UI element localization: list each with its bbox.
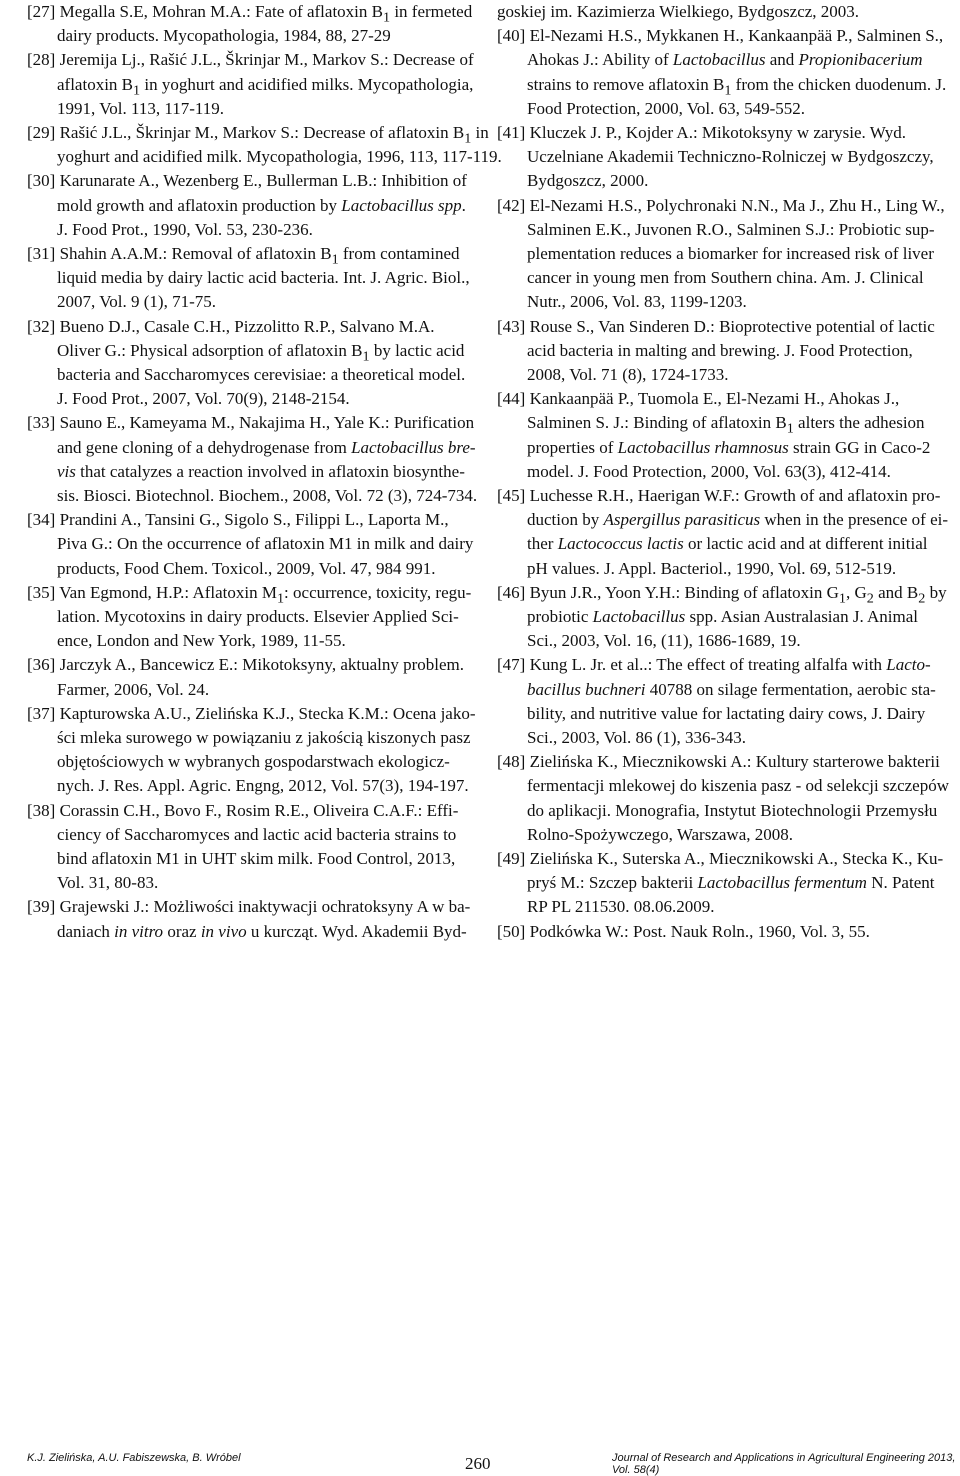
reference-line: Sci., 2003, Vol. 16, (11), 1686-1689, 19. [527, 631, 801, 651]
reference-line: yoghurt and acidified milk. Mycopathologia, 1996, 113, 117-119. [57, 147, 502, 167]
reference-line: bind aflatoxin M1 in UHT skim milk. Food Control, 2013, [57, 849, 456, 868]
reference-line: plementation reduces a biomarker for increased risk of liver [527, 244, 934, 263]
reference-line: sis. Biosci. Biotechnol. Biochem., 2008, Vol. 72 (3), 724-734. [57, 486, 478, 505]
reference-line: [32] Bueno D.J., Casale C.H., Pizzolitto R.P., Salvano M.A. [27, 316, 435, 336]
reference-line: Food Protection, 2000, Vol. 63, 549-552. [527, 98, 805, 118]
footer-authors: K.J. Zielińska, A.U. Fabiszewska, B. Wróbel [27, 1452, 241, 1464]
reference-line: bility, and nutritive value for lactating dairy cows, J. Dairy [527, 703, 926, 723]
reference-line: ści mleka surowego w powiązaniu z jakością kiszonych pasz [57, 728, 471, 747]
reference-line: mold growth and aflatoxin production by Lactobacillus spp. [57, 195, 466, 215]
reference-line: [37] Kapturowska A.U., Zielińska K.J., Stecka K.M.: Ocena jako- [27, 703, 476, 723]
reference-line: model. J. Food Protection, 2000, Vol. 63(3), 412-414. [527, 461, 891, 481]
reference-line: Bydgoszcz, 2000. [527, 171, 649, 191]
reference-line: cancer in young men from Southern china. Am. J. Clinical [527, 268, 924, 288]
reference-line: [42] El-Nezami H.S., Polychronaki N.N., Ma J., Zhu H., Ling W., [497, 195, 945, 215]
reference-line: [35] Van Egmond, H.P.: Aflatoxin $M_1$: occurrence, toxicity, regu- [27, 582, 472, 607]
reference-line: lation. Mycotoxins in dairy products. Elsevier Applied Sci- [57, 607, 459, 626]
reference-line: Oliver G.: Physical adsorption of aflatoxin $B_1$ by lactic acid [57, 340, 465, 365]
reference-line: [36] Jarczyk A., Bancewicz E.: Mikotoksyny, aktualny problem. [27, 655, 465, 675]
reference-line: [27] Megalla S.E, Mohran M.A.: Fate of aflatoxin $B_1$ in fermeted [27, 2, 473, 26]
reference-line: [38] Corassin C.H., Bovo F., Rosim R.E., Oliveira C.A.F.: Effi- [27, 800, 459, 820]
reference-line: Sci., 2003, Vol. 86 (1), 336-343. [527, 728, 746, 747]
reference-line: bacteria and Saccharomyces cerevisiae: a theoretical model. [57, 365, 466, 384]
reference-line: ther Lactococcus lactis or lactic acid and at different initial [527, 534, 928, 554]
reference-line: ciency of Saccharomyces and lactic acid bacteria strains to [57, 824, 457, 844]
reference-line: [31] Shahin A.A.M.: Removal of aflatoxin $B_1$ from contamined [27, 244, 460, 268]
reference-line: daniach in vitro oraz in vivo u kurcząt. Wyd. Akademii Byd- [57, 921, 467, 941]
reference-line: [44] Kankaanpää P., Tuomola E., El-Nezami H., Ahokas J., [497, 389, 900, 409]
reference-line: fermentacji mlekowej do kiszenia pasz - od selekcji szczepów [527, 776, 949, 796]
reference-line: probiotic Lactobacillus spp. Asian Australasian J. Animal [527, 607, 918, 626]
reference-line: and gene cloning of a dehydrogenase from Lactobacillus bre- [57, 437, 476, 457]
reference-line: acid bacteria in malting and brewing. J. Food Protection, [527, 340, 913, 360]
reference-line: [46] Byun J.R., Yoon Y.H.: Binding of aflatoxin $G_1$, $G_2$ and $B_2$ by [497, 582, 947, 607]
reference-line: pH values. J. Appl. Bacteriol., 1990, Vol. 69, 512-519. [527, 558, 897, 578]
reference-line: Uczelniane Akademii Techniczno-Rolniczej w Bydgoszczy, [527, 147, 934, 167]
reference-line: ence, London and New York, 1989, 11-55. [57, 631, 346, 651]
reference-line: [29] Rašić J.L., Škrinjar M., Markov S.: Decrease of aflatoxin $B_1$ in [27, 123, 489, 147]
reference-line: liquid media by dairy lactic acid bacteria. Int. J. Agric. Biol., [57, 268, 470, 288]
reference-line: vis that catalyzes a reaction involved in aflatoxin biosynthe- [57, 461, 465, 481]
reference-line: Farmer, 2006, Vol. 24. [57, 679, 210, 699]
reference-line: strains to remove aflatoxin $B_1$ from the chicken duodenum. J. [527, 74, 947, 98]
reference-line: do aplikacji. Monografia, Instytut Biotechnologii Przemysłu [527, 800, 938, 820]
reference-line: [45] Luchesse R.H., Haerigan W.F.: Growth of and aflatoxin pro- [497, 486, 941, 505]
reference-line: duction by Aspergillus parasiticus when in the presence of ei- [527, 510, 949, 530]
reference-line: bacillus buchneri 40788 on silage fermentation, aerobic sta- [527, 679, 936, 699]
reference-line: [47] Kung L. Jr. et al..: The effect of treating alfalfa with Lacto- [497, 655, 931, 675]
reference-line: Vol. 31, 80-83. [57, 873, 159, 893]
reference-line: J. Food Prot., 1990, Vol. 53, 230-236. [57, 219, 313, 239]
reference-line: Piva G.: On the occurrence of aflatoxin M1 in milk and dairy [57, 534, 474, 554]
reference-line: goskiej im. Kazimierza Wielkiego, Bydgoszcz, 2003. [497, 2, 860, 21]
reference-line: 2007, Vol. 9 (1), 71-75. [57, 292, 216, 312]
reference-line: [49] Zielińska K., Suterska A., Miecznikowski A., Stecka K., Ku- [497, 849, 944, 868]
reference-line: [43] Rouse S., Van Sinderen D.: Bioprotective potential of lactic [497, 316, 935, 336]
reference-line: nych. J. Res. Appl. Agric. Engng, 2012, Vol. 57(3), 194-197. [57, 776, 469, 796]
reference-line: [30] Karunarate A., Wezenberg E., Bullerman L.B.: Inhibition of [27, 171, 467, 191]
reference-line: properties of Lactobacillus rhamnosus strain GG in Caco-2 [527, 437, 931, 457]
reference-line: [34] Prandini A., Tansini G., Sigolo S., Filippi L., Laporta M., [27, 510, 449, 530]
reference-line: 2008, Vol. 71 (8), 1724-1733. [527, 365, 729, 384]
page-number: 260 [465, 1454, 491, 1473]
reference-line: pryś M.: Szczep bakterii Lactobacillus fermentum N. Patent [527, 873, 935, 893]
reference-line: RP PL 211530. 08.06.2009. [527, 897, 715, 917]
reference-line: J. Food Prot., 2007, Vol. 70(9), 2148-2154. [57, 389, 350, 409]
reference-line: [40] El-Nezami H.S., Mykkanen H., Kankaanpää P., Salminen S., [497, 26, 944, 46]
reference-line: [39] Grajewski J.: Możliwości inaktywacji ochratoksyny A w ba- [27, 897, 471, 917]
reference-line: dairy products. Mycopathologia, 1984, 88, 27-29 [57, 26, 391, 46]
reference-line: Salminen E.K., Juvonen R.O., Salminen S.J.: Probiotic sup- [527, 219, 935, 239]
reference-line: aflatoxin $B_1$ in yoghurt and acidified milks. Mycopathologia, [57, 74, 474, 98]
reference-line: [48] Zielińska K., Miecznikowski A.: Kultury starterowe bakterii [497, 752, 940, 772]
reference-line: products, Food Chem. Toxicol., 2009, Vol. 47, 984 991. [57, 558, 436, 578]
reference-line: Salminen S. J.: Binding of aflatoxin $B_1$ alters the adhesion [527, 413, 925, 437]
reference-line: objętościowych w wybranych gospodarstwach ekologicz- [57, 752, 450, 772]
reference-line: Ahokas J.: Ability of Lactobacillus and Propionibacerium [527, 50, 923, 70]
reference-line: Nutr., 2006, Vol. 83, 1199-1203. [527, 292, 747, 312]
reference-line: 1991, Vol. 113, 117-119. [57, 98, 225, 118]
reference-line: [33] Sauno E., Kameyama M., Nakajima H., Yale K.: Purification [27, 413, 475, 433]
reference-line: Rolno-Spożywczego, Warszawa, 2008. [527, 824, 793, 844]
footer-journal: Journal of Research and Applications in Agricultural Engineering 2013, Vol. 58(4) [612, 1452, 956, 1476]
reference-line: [41] Kluczek J. P., Kojder A.: Mikotoksyny w zarysie. Wyd. [497, 123, 906, 142]
reference-line: [50] Podkówka W.: Post. Nauk Roln., 1960, Vol. 3, 55. [497, 921, 870, 941]
reference-line: [28] Jeremija Lj., Rašić J.L., Škrinjar M., Markov S.: Decrease of [27, 50, 474, 70]
